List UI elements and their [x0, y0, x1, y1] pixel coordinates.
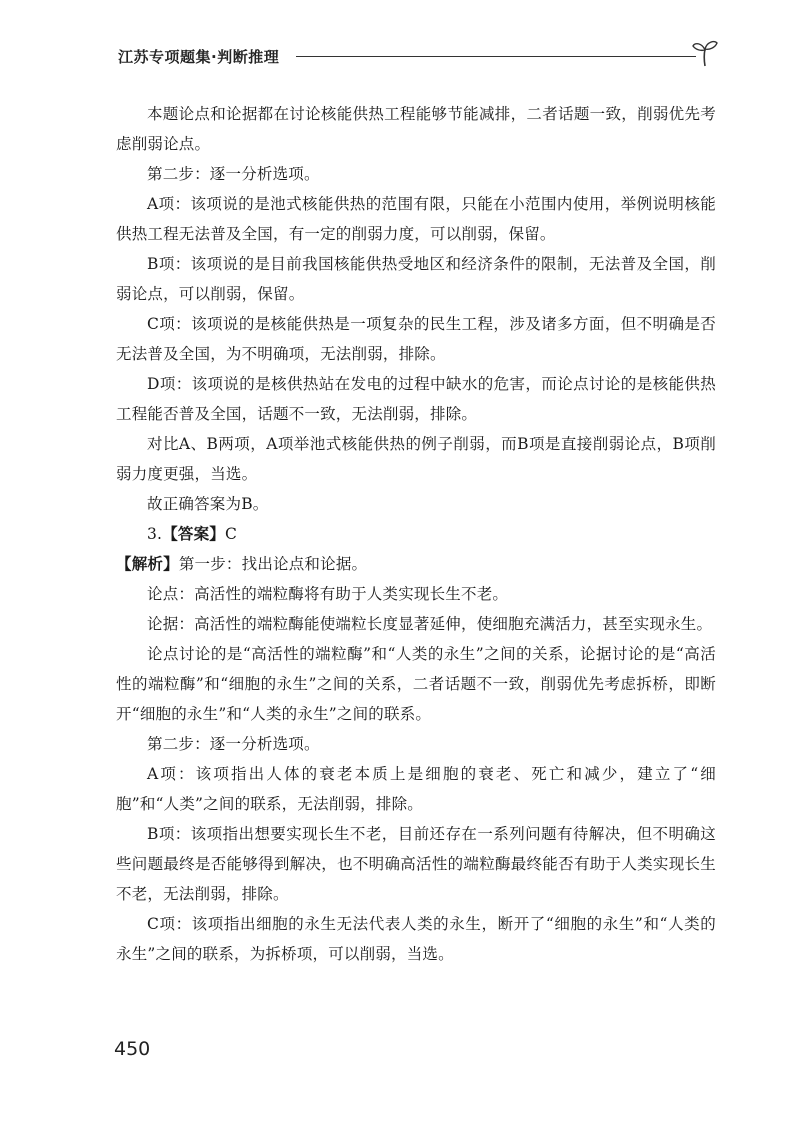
paragraph: 论据：高活性的端粒酶能使端粒长度显著延伸，使细胞充满活力，甚至实现永生。: [147, 615, 713, 633]
paragraph: C项：该项指出细胞的永生无法代表人类的永生，断开了“细胞的永生”和“人类的永生”之间的联系，为拆桥项，可以削弱，当选。: [116, 915, 716, 963]
running-header: [118, 38, 718, 68]
header-title: 江苏专项题集·判断推理: [118, 48, 280, 66]
question-number: 3.: [147, 525, 163, 543]
paragraph: A项：该项说的是池式核能供热的范围有限，只能在小范围内使用，举例说明核能供热工程无法普及全国，有一定的削弱力度，可以削弱，保留。: [116, 195, 716, 243]
page-body: [116, 99, 716, 969]
sprout-icon: [690, 38, 720, 68]
paragraph: 第二步：逐一分析选项。: [147, 735, 320, 753]
paragraph: D项：该项说的是核供热站在发电的过程中缺水的危害，而论点讨论的是核能供热工程能否普及全国，话题不一致，无法削弱，排除。: [116, 375, 716, 423]
paragraph: 本题论点和论据都在讨论核能供热工程能够节能减排，二者话题一致，削弱优先考虑削弱论点。: [116, 105, 716, 153]
paragraph: 对比A、B两项，A项举池式核能供热的例子削弱，而B项是直接削弱论点，B项削弱力度更强，当选。: [116, 435, 716, 483]
paragraph: 论点：高活性的端粒酶将有助于人类实现长生不老。: [147, 585, 509, 603]
paragraph: B项：该项指出想要实现长生不老，目前还存在一系列问题有待解决，但不明确这些问题最终是否能够得到解决，也不明确高活性的端粒酶最终能否有助于人类实现长生不老，无法削弱，排除。: [116, 825, 716, 903]
paragraph: C项：该项说的是核能供热是一项复杂的民生工程，涉及诸多方面，但不明确是否无法普及全国，为不明确项，无法削弱，排除。: [116, 315, 716, 363]
paragraph: A项：该项指出人体的衰老本质上是细胞的衰老、死亡和减少，建立了“细胞”和“人类”之间的联系，无法削弱，排除。: [116, 765, 716, 813]
paragraph: 论点讨论的是“高活性的端粒酶”和“人类的永生”之间的关系，论据讨论的是“高活性的端粒酶”和“细胞的永生”之间的关系，二者话题不一致，削弱优先考虑拆桥，即断开“细胞的永生”和“人类的永生”之间的联系。: [116, 645, 716, 723]
paragraph: 第二步：逐一分析选项。: [147, 165, 320, 183]
analysis-line: [116, 549, 716, 579]
answer-line: [116, 519, 716, 549]
paragraph: 故正确答案为B。: [147, 495, 269, 513]
page-number: 450: [114, 1038, 151, 1060]
paragraph: B项：该项说的是目前我国核能供热受地区和经济条件的限制，无法普及全国，削弱论点，可以削弱，保留。: [116, 255, 716, 303]
analysis-tag: 【解析】: [116, 554, 179, 573]
answer-value: C: [225, 525, 238, 543]
analysis-first-step: 第一步：找出论点和论据。: [178, 555, 368, 573]
header-rule: [296, 56, 696, 57]
answer-tag: 【答案】: [162, 524, 226, 543]
